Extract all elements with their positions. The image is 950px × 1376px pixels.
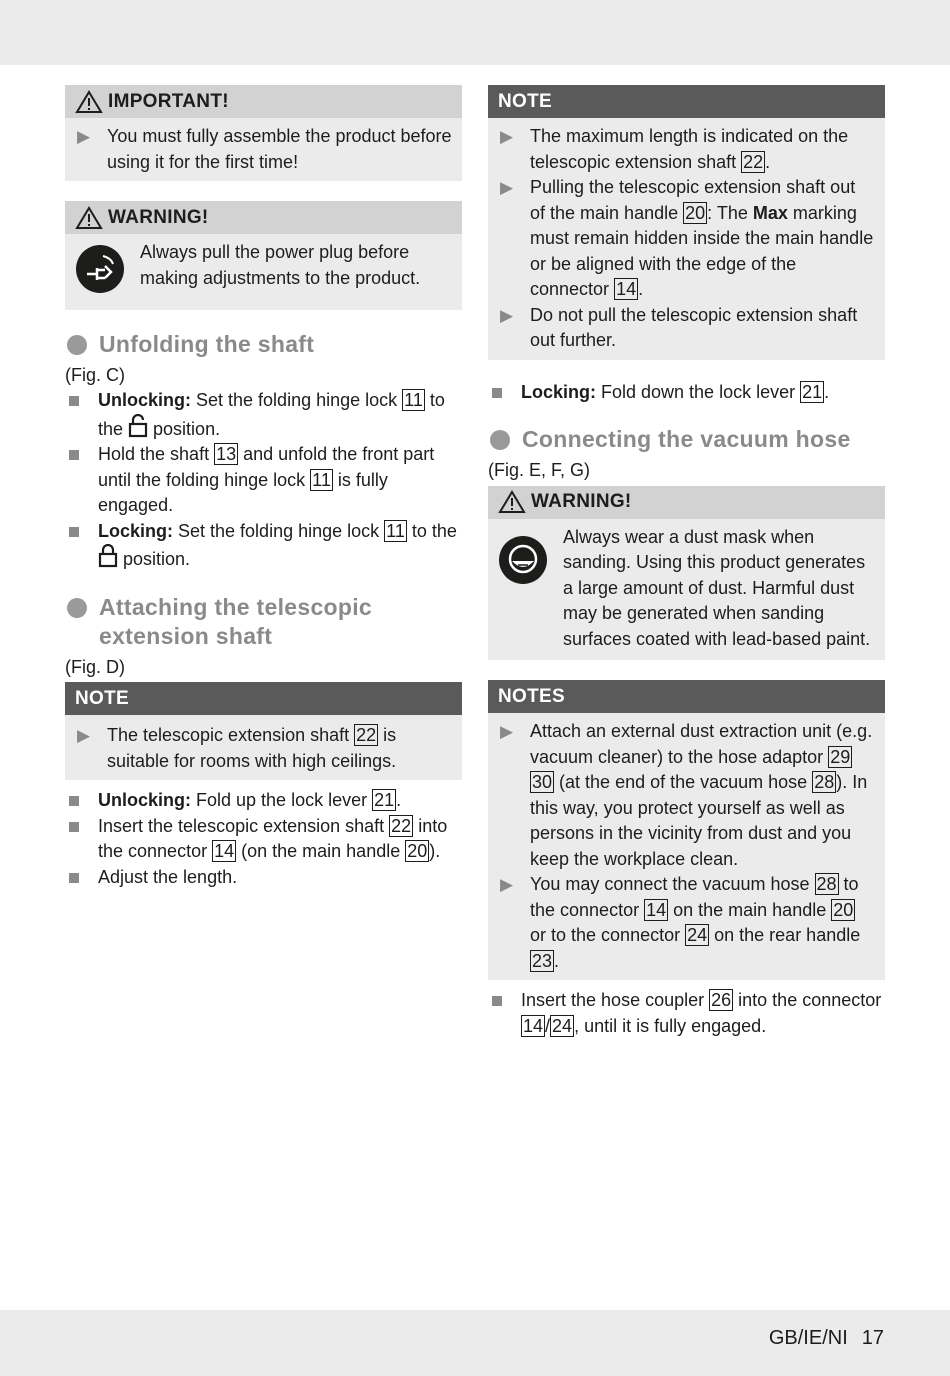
list-item: Hold the shaft 13 and unfold the front part until the folding hinge lock 11 is fully engaged. <box>65 442 462 519</box>
arrow-bullet-icon: ▶ <box>500 178 514 197</box>
part-number: 23 <box>532 950 553 971</box>
part-number: 14 <box>214 841 235 861</box>
list-item: ▶ The maximum length is indicated on the telescopic extension shaft 22 . <box>498 124 875 175</box>
header-band <box>0 0 950 65</box>
warning-text: Always wear a dust mask when sanding. Using this product generates a large amount of dust. Harmful dust may be generated when sanding surfaces coated with lead-based paint. <box>563 526 871 649</box>
list-item: ▶ Pulling the telescopic extension shaft out of the main handle 20 : The Max marking must remain hidden inside the main handle or be aligned with the edge of the connector 14 . <box>498 175 875 303</box>
part-number: 20 <box>407 841 428 861</box>
warning-text: Always pull the power plug before making adjustments to the product. <box>140 242 421 288</box>
warning-triangle-icon <box>498 490 526 514</box>
list-item: Unlocking: Fold up the lock lever 21 . <box>65 788 462 814</box>
part-number: 20 <box>833 899 854 920</box>
square-bullet-icon <box>65 865 98 891</box>
notes-box-vacuum <box>488 680 885 980</box>
warning-box-power <box>65 201 462 310</box>
arrow-bullet-icon: ▶ <box>500 722 514 741</box>
warning-triangle-icon <box>75 90 103 114</box>
important-box <box>65 85 462 181</box>
square-bullet-icon <box>65 814 98 865</box>
part-number: 11 <box>312 469 331 490</box>
list-item: Insert the telescopic extension shaft 22 into the connector 14 (on the main handle 20 ). <box>65 814 462 865</box>
list-item: Insert the hose coupler 26 into the connector 14 / 24 , until it is fully engaged. <box>488 988 885 1039</box>
part-number: 21 <box>374 790 395 810</box>
part-number: 22 <box>743 151 764 172</box>
right-column <box>488 85 885 1039</box>
warning-box-dust <box>488 486 885 661</box>
part-number: 22 <box>356 725 377 745</box>
part-number: 29 <box>830 746 851 767</box>
important-text: You must fully assemble the product before using it for the first time! <box>107 126 452 172</box>
list-item: ▶ Attach an external dust extraction unit (e.g. vacuum cleaner) to the hose adaptor 29 30 (at the end of the vacuum hose 28 ). In this way, you protect yourself as well as persons in the vicinity from dust and you keep the workplace clean. <box>498 719 875 872</box>
important-title: IMPORTANT! <box>108 90 229 112</box>
part-number: 30 <box>532 772 553 792</box>
part-number: 13 <box>216 444 237 464</box>
pull-plug-icon <box>75 240 140 302</box>
square-bullet-icon <box>65 442 98 519</box>
part-number: 11 <box>386 520 405 541</box>
list-item: ▶ You may connect the vacuum hose 28 to the connector 14 on the main handle 20 or to the connector 24 on the rear handle 23 . <box>498 872 875 974</box>
warning-header <box>65 201 462 234</box>
figure-ref: (Fig. D) <box>65 656 125 677</box>
square-bullet-icon <box>65 788 98 814</box>
part-number: 28 <box>816 874 837 894</box>
important-header <box>65 85 462 118</box>
part-number: 22 <box>391 815 412 836</box>
list-item: Adjust the length. <box>65 865 462 891</box>
list-item: Locking: Set the folding hinge lock 11 to the position. <box>65 519 462 573</box>
part-number: 14 <box>616 279 637 299</box>
list-item: ▶ The telescopic extension shaft 22 is suitable for rooms with high ceilings. <box>75 723 452 774</box>
arrow-bullet-icon: ▶ <box>77 726 91 745</box>
warning-header <box>488 486 885 519</box>
region-label: GB/IE/NI <box>768 1327 848 1349</box>
figure-ref: (Fig. C) <box>65 364 125 385</box>
part-number: 11 <box>404 390 423 410</box>
list-item: Locking: Fold down the lock lever 21 . <box>488 380 885 406</box>
page-footer <box>769 1327 884 1350</box>
dust-mask-icon <box>498 525 563 653</box>
part-number: 26 <box>711 990 732 1010</box>
warning-triangle-icon <box>75 206 103 230</box>
part-number: 14 <box>646 899 667 920</box>
arrow-bullet-icon: ▶ <box>500 875 514 894</box>
unlocked-padlock-icon <box>128 414 148 438</box>
arrow-bullet-icon: ▶ <box>500 305 514 325</box>
note-box-max-length <box>488 85 885 360</box>
section-title-attaching: Attaching the telescopic extension shaft <box>65 593 462 651</box>
important-body <box>65 118 462 181</box>
part-number: 14 <box>523 1015 544 1036</box>
note-header: NOTE <box>65 682 462 715</box>
part-number: 28 <box>814 772 835 792</box>
left-column <box>65 85 462 890</box>
list-item: ▶ Do not pull the telescopic extension shaft out further. <box>498 303 875 354</box>
list-item: Unlocking: Set the folding hinge lock 11 to the position. <box>65 388 462 442</box>
note-header: NOTE <box>488 85 885 118</box>
square-bullet-icon <box>488 988 521 1039</box>
figure-ref: (Fig. E, F, G) <box>488 460 591 480</box>
square-bullet-icon <box>65 388 98 442</box>
warning-body <box>488 519 885 661</box>
arrow-bullet-icon: ▶ <box>77 127 91 146</box>
section-title-connecting: Connecting the vacuum hose <box>488 425 885 454</box>
section-bullet-icon <box>67 335 87 355</box>
notes-body <box>488 713 885 980</box>
part-number: 24 <box>687 925 708 945</box>
arrow-bullet-icon: ▶ <box>500 127 514 146</box>
part-number: 20 <box>685 202 706 223</box>
page-number: 17 <box>861 1327 884 1349</box>
square-bullet-icon <box>488 380 521 406</box>
square-bullet-icon <box>65 519 98 573</box>
note-body <box>65 715 462 780</box>
locked-padlock-icon <box>98 544 118 568</box>
notes-header: NOTES <box>488 680 885 713</box>
list-item <box>75 124 452 175</box>
section-bullet-icon <box>67 598 87 618</box>
note-body <box>488 118 885 360</box>
warning-title: WARNING! <box>108 206 209 228</box>
note-box-telescopic <box>65 682 462 780</box>
section-title-unfolding: Unfolding the shaft <box>65 330 462 359</box>
warning-body <box>65 234 462 310</box>
part-number: 24 <box>552 1015 573 1036</box>
part-number: 21 <box>802 381 823 402</box>
section-bullet-icon <box>490 430 510 450</box>
warning-title: WARNING! <box>531 491 632 512</box>
